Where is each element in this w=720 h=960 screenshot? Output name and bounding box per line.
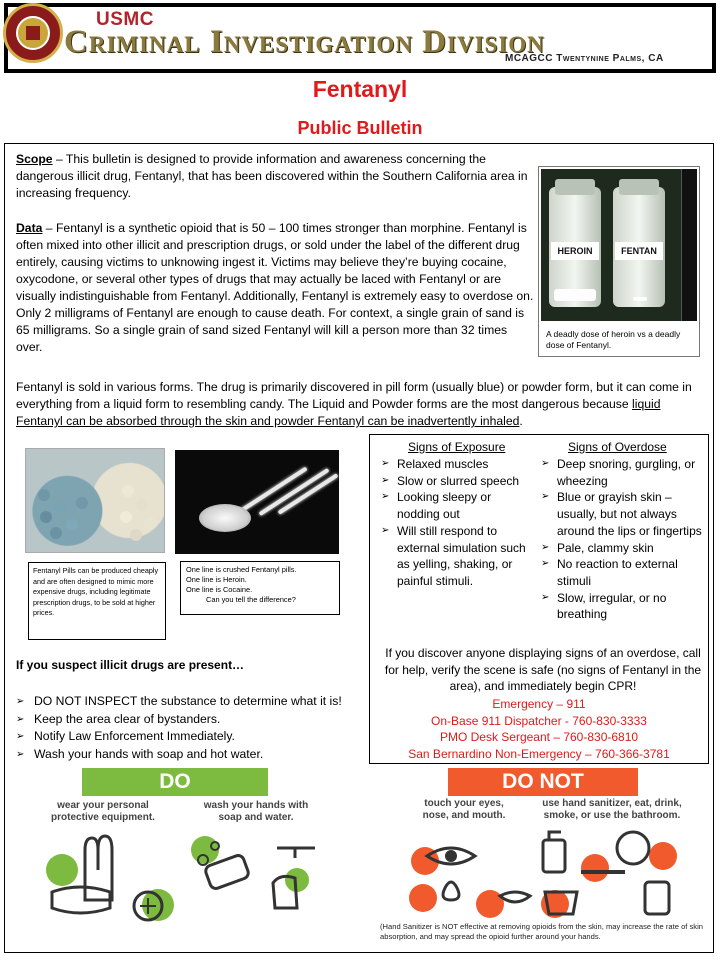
pills-caption: Fentanyl Pills can be produced cheaply and are often designed to mimic more expensive drugs, including legitimate prescription drugs, to be sold at higher prices.	[28, 562, 166, 640]
ruler	[681, 169, 697, 321]
lines-caption-1: One line is crushed Fentanyl pills.	[186, 565, 297, 574]
eye-pupil-icon	[445, 850, 457, 862]
suspect-item: ➢ Wash your hands with soap and hot water.	[16, 746, 342, 764]
blue-pill	[38, 489, 50, 501]
data-paragraph	[16, 220, 536, 356]
powder-lines-photo	[175, 450, 339, 554]
lines-caption-2: One line is Heroin.	[186, 575, 247, 584]
donot-banner: DO NOT	[448, 768, 638, 796]
scope-paragraph	[16, 151, 536, 202]
do-banner: DO	[82, 768, 268, 796]
vial-cap	[555, 179, 595, 195]
lines-caption-3: One line is Cocaine.	[186, 585, 253, 594]
scope-label: Scope	[16, 152, 53, 166]
suspect-item: ➢ Notify Law Enforcement Immediately.	[16, 728, 342, 746]
donot-icons	[395, 826, 695, 921]
blue-pill	[66, 519, 78, 531]
exposure-item: ➢ Relaxed muscles	[381, 456, 539, 473]
exposure-item: ➢ Will still respond to external simulation such as yelling, shaking, or painful stimuli.	[381, 523, 539, 590]
orange-dot	[649, 842, 677, 870]
sanitizer-note: (Hand Sanitizer is NOT effective at removing opioids from the skin, may increase the rate of skin absorption, and may spread the opioid further around your hands.	[380, 922, 704, 941]
overdose-instructions: If you discover anyone displaying signs of an overdose, call for help, verify the scene is safe (no signs of Fentanyl in the area), and immediately begin CPR!	[384, 646, 702, 693]
donot-touch-text: touch your eyes, nose, and mouth.	[422, 798, 506, 821]
forms-text: Fentanyl is sold in various forms. The drug is primarily discovered in pill form (usually blue) or powder form, but it can come in everything from a liquid form to resembling candy. The Liquid and Powder forms are the most dangerous because	[16, 380, 692, 411]
forms-underlined: liquid Fentanyl can be absorbed through the skin and powder Fentanyl can be inadvertently inhaled	[16, 397, 661, 428]
white-pill	[144, 517, 156, 529]
overdose-item: ➢ Blue or grayish skin – usually, but not always around the lips or fingertips	[541, 489, 703, 539]
seal-inner-icon	[16, 16, 50, 50]
data-text: – Fentanyl is a synthetic opioid that is 50 – 100 times stronger than morphine. Fentanyl is often mixed into other illicit and prescription drugs, or sold under the label of the different drug entirely, causing victims to unknowing ingest it. Victims may believe they’re buying cocaine, oxycodone, or several other types of drugs that may actually be laced with Fentanyl or are visually indistinguishable from Fentanyl. Additionally, Fentanyl is extremely easy to overdose on. Only 2 milligrams of Fentanyl are enough to cause death. For context, a single grain of sand is 65 milligrams. So a single grain of sand sized Fentanyl will kill a person more than 32 times over.	[16, 221, 534, 354]
contact-pmo: PMO Desk Sergeant – 760-830-6810	[439, 730, 639, 744]
heroin-powder	[554, 289, 596, 301]
vials-photo	[541, 169, 697, 321]
data-label: Data	[16, 221, 43, 235]
vial-cap	[619, 179, 659, 195]
location-label-text: MCAGCC Twentynine Palms, CA	[505, 53, 664, 64]
forms-end: .	[519, 414, 523, 428]
exposure-item: ➢ Looking sleepy or nodding out	[381, 489, 511, 522]
forms-paragraph	[16, 379, 706, 430]
suspect-heading: If you suspect illicit drugs are present…	[16, 658, 245, 672]
fentanyl-powder	[633, 297, 647, 301]
page-subtitle: Public Bulletin	[297, 118, 423, 138]
division-title	[64, 24, 545, 61]
usmc-label: USMC	[96, 9, 154, 30]
faucet-icon	[277, 848, 315, 858]
lines-caption-4: Can you tell the difference?	[206, 595, 296, 604]
fentanyl-vial-label: FENTAN	[615, 242, 663, 260]
blue-pill	[54, 501, 66, 513]
usmc-seal-icon	[3, 3, 63, 63]
mouth-icon	[500, 892, 530, 902]
overdose-item: ➢ Slow, irregular, or no breathing	[541, 590, 703, 623]
orange-dot	[409, 884, 437, 912]
do-wash-text: wash your hands with soap and water.	[203, 800, 309, 823]
pills-photo	[25, 448, 165, 553]
orange-dot	[581, 854, 609, 882]
heroin-vial-label: HEROIN	[551, 242, 599, 260]
suspect-list	[16, 693, 342, 763]
toilet-paper-icon	[645, 882, 669, 914]
overdose-item: ➢ No reaction to external stimuli	[541, 556, 703, 589]
page-title: Fentanyl	[312, 76, 408, 102]
plate-icon	[617, 832, 649, 864]
division-title-text: Criminal Investigation Division	[64, 24, 545, 60]
exposure-list	[381, 456, 539, 590]
exposure-item: ➢ Slow or slurred speech	[381, 473, 539, 490]
contact-dispatcher: On-Base 911 Dispatcher - 760-830-3333	[431, 713, 647, 728]
ppe-icon	[40, 830, 180, 930]
orange-dot	[476, 890, 504, 918]
seal-core-icon	[26, 26, 40, 40]
overdose-item: ➢ Pale, clammy skin	[541, 540, 703, 557]
sanitizer-bottle-icon	[543, 840, 565, 872]
overdose-item: ➢ Deep snoring, gurgling, or wheezing	[541, 456, 703, 489]
lines-caption	[180, 561, 340, 615]
hand-wash-icon	[185, 828, 325, 928]
ppe-dot	[46, 854, 78, 886]
suspect-item: ➢ DO NOT INSPECT the substance to determine what it is!	[16, 693, 342, 711]
contact-san-bernardino: San Bernardino Non-Emergency – 760-366-3781	[408, 746, 670, 761]
overdose-heading: Signs of Overdose	[568, 440, 667, 454]
blue-pill	[76, 497, 88, 509]
white-pill	[122, 485, 134, 497]
powder-pile	[199, 504, 251, 532]
donot-sanitizer-text: use hand sanitizer, eat, drink, smoke, or use the bathroom.	[542, 798, 682, 821]
scope-text: – This bulletin is designed to provide information and awareness concerning the dangerous illicit drug, Fentanyl, that has been discovered within the Southern California area in increasing frequency.	[16, 152, 528, 200]
emergency-contacts	[370, 696, 708, 762]
contact-emergency: Emergency – 911	[492, 697, 586, 711]
vials-photo-caption: A deadly dose of heroin vs a deadly dose of Fentanyl.	[546, 329, 681, 350]
blue-pill	[40, 511, 52, 523]
white-pill	[120, 511, 132, 523]
overdose-list	[541, 456, 703, 623]
suspect-item: ➢ Keep the area clear of bystanders.	[16, 711, 342, 729]
do-ppe-text: wear your personal protective equipment.	[51, 800, 155, 823]
heroin-vial	[549, 187, 601, 307]
white-pill	[130, 529, 142, 541]
exposure-heading: Signs of Exposure	[408, 440, 506, 454]
white-pill	[136, 499, 148, 511]
nose-icon	[443, 882, 459, 900]
fentanyl-vial	[613, 187, 665, 307]
blue-pill	[50, 527, 62, 539]
location-label	[505, 53, 664, 64]
